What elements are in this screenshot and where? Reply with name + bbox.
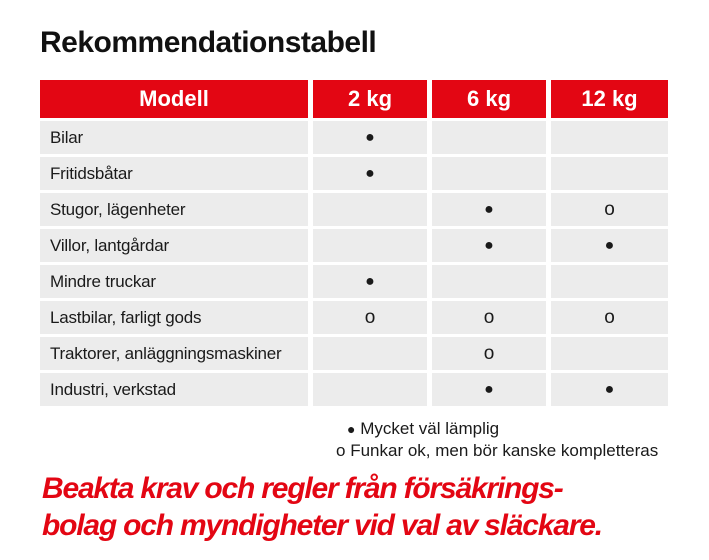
mark-cell-2kg bbox=[313, 337, 427, 370]
filled-dot-mark: ● bbox=[365, 128, 375, 146]
mark-cell-6kg bbox=[432, 121, 546, 154]
filled-dot-mark: ● bbox=[365, 272, 375, 290]
column-header-12kg: 12 kg bbox=[551, 80, 668, 118]
filled-dot-mark: ● bbox=[365, 164, 375, 182]
mark-cell-12kg bbox=[551, 229, 668, 262]
open-circle-mark: o bbox=[483, 307, 495, 328]
table-header-row bbox=[40, 80, 668, 118]
open-circle-icon: o bbox=[336, 441, 346, 460]
row-label: Bilar bbox=[40, 121, 308, 154]
legend-item-open bbox=[336, 440, 669, 462]
mark-cell-2kg bbox=[313, 193, 427, 226]
mark-cell-2kg bbox=[313, 265, 427, 298]
mark-cell-2kg bbox=[313, 121, 427, 154]
column-header-modell: Modell bbox=[40, 80, 308, 118]
mark-cell-12kg bbox=[551, 373, 668, 406]
table-body bbox=[40, 121, 668, 406]
mark-cell-12kg bbox=[551, 337, 668, 370]
row-label: Mindre truckar bbox=[40, 265, 308, 298]
filled-dot-mark: ● bbox=[604, 380, 615, 398]
table-row bbox=[40, 373, 668, 406]
table-row bbox=[40, 157, 668, 190]
mark-cell-12kg bbox=[551, 193, 668, 226]
mark-cell-2kg bbox=[313, 301, 427, 334]
table-row bbox=[40, 193, 668, 226]
mark-cell-12kg bbox=[551, 121, 668, 154]
mark-cell-2kg bbox=[313, 157, 427, 190]
table-row bbox=[40, 121, 668, 154]
legend-label-filled: Mycket väl lämplig bbox=[360, 419, 500, 438]
legend-label-open: Funkar ok, men bör kanske kompletteras bbox=[350, 441, 659, 460]
filled-dot-mark: ● bbox=[484, 200, 494, 218]
mark-cell-6kg bbox=[432, 373, 546, 406]
mark-cell-6kg bbox=[432, 193, 546, 226]
open-circle-mark: o bbox=[604, 307, 615, 328]
filled-dot-mark: ● bbox=[604, 236, 615, 254]
mark-cell-2kg bbox=[313, 373, 427, 406]
filled-dot-icon: ● bbox=[347, 421, 356, 437]
open-circle-mark: o bbox=[364, 307, 376, 328]
filled-dot-mark: ● bbox=[484, 236, 494, 254]
row-label: Traktorer, anläggningsmaskiner bbox=[40, 337, 308, 370]
mark-cell-6kg bbox=[432, 157, 546, 190]
legend bbox=[336, 418, 669, 462]
row-label: Lastbilar, farligt gods bbox=[40, 301, 308, 334]
mark-cell-6kg bbox=[432, 301, 546, 334]
row-label: Fritidsbåtar bbox=[40, 157, 308, 190]
row-label: Industri, verkstad bbox=[40, 373, 308, 406]
mark-cell-12kg bbox=[551, 301, 668, 334]
table-row bbox=[40, 229, 668, 262]
column-header-6kg: 6 kg bbox=[432, 80, 546, 118]
table-row bbox=[40, 337, 668, 370]
mark-cell-12kg bbox=[551, 265, 668, 298]
disclaimer-line-1: Beakta krav och regler från försäkrings- bbox=[42, 472, 563, 505]
column-header-2kg: 2 kg bbox=[313, 80, 427, 118]
mark-cell-2kg bbox=[313, 229, 427, 262]
disclaimer-note bbox=[42, 470, 669, 544]
mark-cell-12kg bbox=[551, 157, 668, 190]
legend-item-filled bbox=[336, 418, 669, 440]
open-circle-mark: o bbox=[483, 343, 495, 364]
open-circle-mark: o bbox=[604, 199, 615, 220]
filled-dot-mark: ● bbox=[484, 380, 494, 398]
mark-cell-6kg bbox=[432, 265, 546, 298]
row-label: Stugor, lägenheter bbox=[40, 193, 308, 226]
disclaimer-line-2: bolag och myndigheter vid val av släckare. bbox=[42, 509, 602, 542]
table-row bbox=[40, 265, 668, 298]
mark-cell-6kg bbox=[432, 229, 546, 262]
row-label: Villor, lantgårdar bbox=[40, 229, 308, 262]
table-row bbox=[40, 301, 668, 334]
mark-cell-6kg bbox=[432, 337, 546, 370]
recommendation-table bbox=[40, 80, 668, 406]
page-title: Rekommendationstabell bbox=[40, 26, 377, 59]
